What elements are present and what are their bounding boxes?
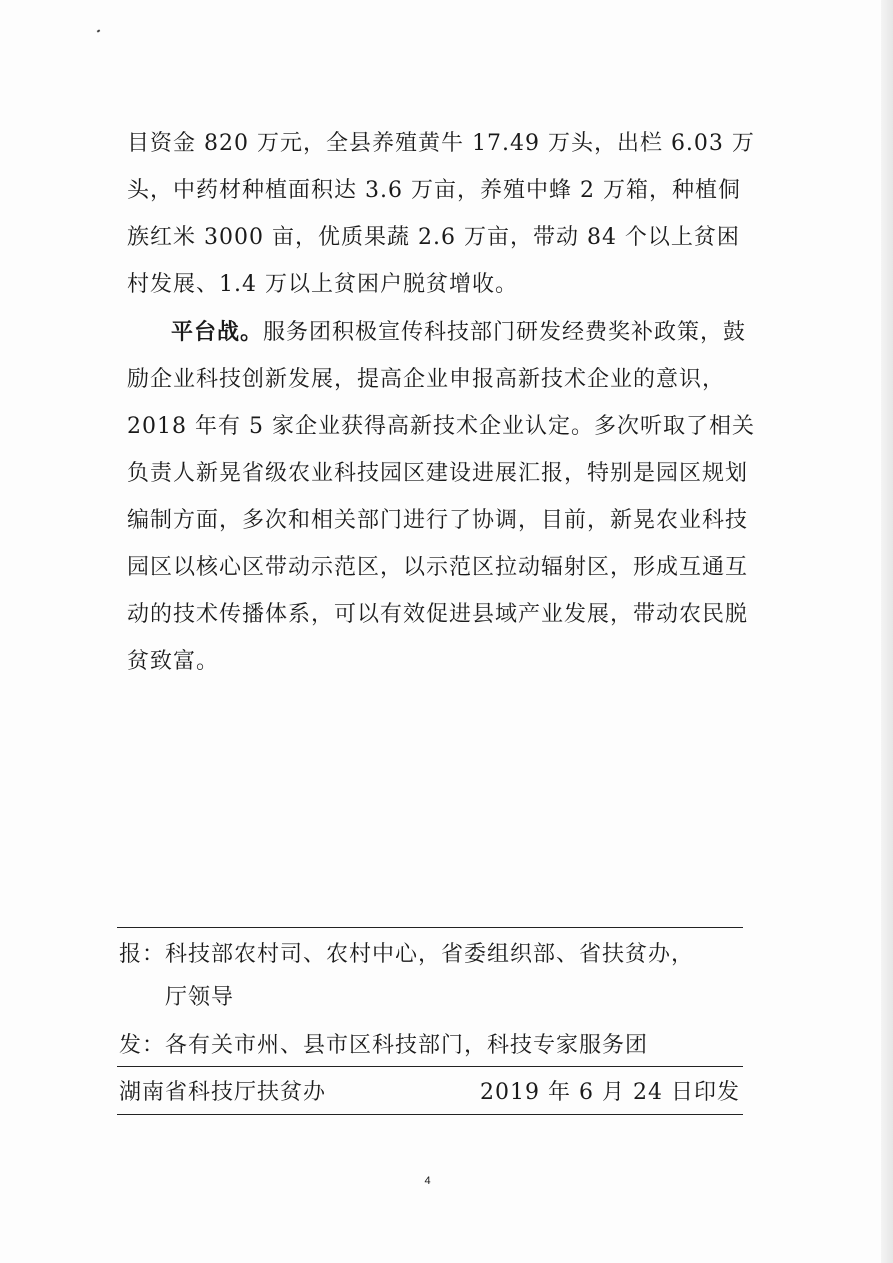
scan-speck bbox=[97, 29, 101, 32]
paragraph-continued: 目资金 820 万元，全县养殖黄牛 17.49 万头，出栏 6.03 万头，中药材种植面积达 3.6 万亩，养殖中蜂 2 万箱，种植侗族红米 3000 亩，优质果蔬 2.6 万亩，带动 84 个以上贫困村发展、1.4 万以上贫困户脱贫增收。 bbox=[127, 131, 755, 297]
scan-edge-shadow bbox=[881, 0, 893, 1263]
send-to-line: 发：各有关市州、县市区科技部门，科技专家服务团 bbox=[119, 1033, 649, 1058]
report-to-line-continued: 厅领导 bbox=[165, 985, 235, 1010]
report-to-line: 报：科技部农村司、农村中心，省委组织部、省扶贫办， bbox=[119, 942, 695, 967]
issuer-name: 湖南省科技厅扶贫办 bbox=[119, 1080, 327, 1105]
issue-date: 2019 年 6 月 24 日印发 bbox=[480, 1080, 740, 1105]
distribution-top-rule bbox=[117, 927, 743, 928]
paragraph-body: 服务团积极宣传科技部门研发经费奖补政策，鼓励企业科技创新发展，提高企业申报高新技术企业的意识，2018 年有 5 家企业获得高新技术企业认定。多次听取了相关负责人新晃省级农业科技园区建设进展汇报，特别是园区规划编制方面，多次和相关部门进行了协调，目前，新晃农业科技园区以核心区带动示范区，以示范区拉动辐射区，形成互通互动的技术传播体系，可以有效促进县域产业发展，带动农民脱贫致富。 bbox=[127, 320, 755, 674]
distribution-middle-rule bbox=[117, 1066, 743, 1067]
page-number: 4 bbox=[424, 1175, 431, 1187]
paragraph-heading: 平台战。 bbox=[171, 319, 264, 345]
distribution-bottom-rule bbox=[117, 1114, 743, 1115]
paragraph-platform bbox=[127, 309, 759, 685]
